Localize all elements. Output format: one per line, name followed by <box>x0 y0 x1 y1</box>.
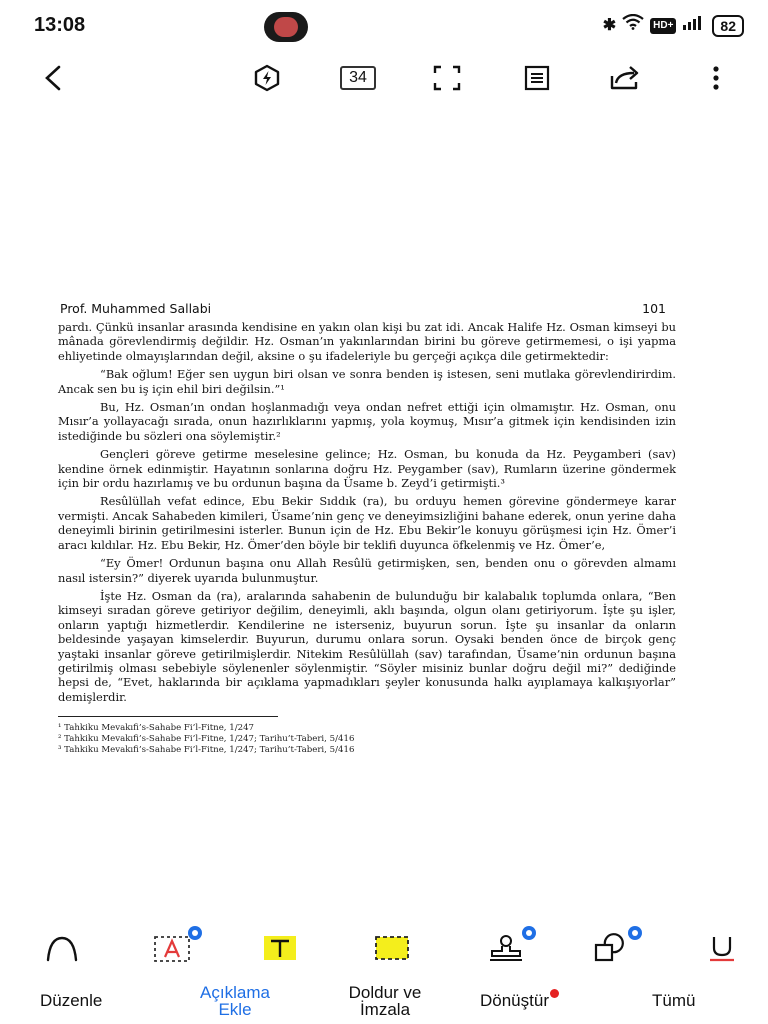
paragraph: Resûlüllah vefat edince, Ebu Bekir Sıddık (ra), bu orduyu hemen görevine göndermeye karar vermişti. Ancak Sahabeden kimileri, Üsame’nin genç ve deneyimsizliğini bahane ederek, onun yerine daha deneyimli birinin getirilmesini isterler. Bunun için de Hz. Ebu Bekir’le konuyu görüşmesi için Hz. Ömer’i aracı kıldılar. Hz. Ebu Bekir, Hz. Ömer’den böyle bir teklifi duyunca öfkelenmiş ve Hz. Ömer’e, <box>58 494 676 552</box>
share-icon <box>608 64 644 92</box>
draw-tool-button[interactable] <box>40 930 84 966</box>
page-number: 34 <box>340 66 376 90</box>
document-body <box>58 320 676 704</box>
reader-mode-button[interactable] <box>517 62 557 94</box>
status-bar <box>0 0 768 52</box>
tab-annotate-label-line1: Açıklama <box>200 983 270 1002</box>
new-badge <box>188 926 202 940</box>
footnote: ³ Tahkiku Mevakıfi’s-Sahabe Fi’l-Fitne, 1/247; Tarihu’t-Taberi, 5/416 <box>58 745 355 756</box>
paragraph: İşte Hz. Osman da (ra), aralarında sahabenin de bulunduğu bir kalabalık toplumda onlara, “Ben kimseyi sıradan göreve getiriyor değilim, deneyimli, aklı başında, olgun olanı getiriyorum. İşte şu işler, onların yaptığı hizmetlerdir. Kendilerine ne isterseniz, buyurun sorun. İşte şu insanlar da onların beldesinde yaşayan kimselerdir. Buyurun, durumu onlara sorun. Oysaki benden önce de birçok genç yaştaki insanlar göreve getirilmişlerdir. Nitekim Resûlüllah (sav) tarafından, Üsame’nin ordunun başına getirilmiş olması sebebiyle söylenenler söylenmiştir. “Söyler misiniz bunlar doğru değil mi?” dediğinde hepsi de, “Evet, haklarında bir açıklama yapmadıkları şeyler konusunda halkı ayıplamaya kalkışıyorlar” demişlerdir. <box>58 588 676 704</box>
tab-fill-sign-label-line1: Doldur ve <box>348 983 422 1002</box>
signal-icon <box>682 14 706 37</box>
bottom-tool-bar <box>0 920 768 1024</box>
tab-annotate-label-line2: Ekle <box>218 1000 252 1019</box>
stamp-icon <box>486 933 526 963</box>
draw-arc-icon <box>45 933 79 963</box>
top-toolbar <box>0 52 768 104</box>
more-options-button[interactable] <box>696 62 736 94</box>
paragraph: pardı. Çünkü insanlar arasında kendisine en yakın olan kişi bu zat idi. Ancak Halife Hz. Osman kimseyi bu mânada görevlendirmiş değildir. Hz. Osman’ın yakınlarından birini bu göreve getirmemesi, o işi yapma ehliyetinde olmayışlarından değil, aksine o şu ifadeleriyle bu gerçeği açıkça dile getirmektedir: <box>58 320 676 363</box>
bluetooth-icon: ✱ <box>602 16 617 34</box>
underline-tool-button[interactable] <box>700 930 744 966</box>
battery-indicator: 82 <box>712 15 744 37</box>
text-highlight-icon <box>260 933 300 963</box>
footnote: ² Tahkiku Mevakıfi’s-Sahabe Fi’l-Fitne, 1/247; Tarihu’t-Taberi, 5/416 <box>58 734 355 745</box>
underline-icon <box>705 933 739 963</box>
reader-mode-icon <box>522 64 552 92</box>
fill-rect-icon <box>372 933 412 963</box>
footnotes <box>58 723 676 756</box>
tab-annotate[interactable] <box>180 984 290 1018</box>
tab-fill-sign-label-line2: İmzala <box>359 1000 411 1019</box>
tab-edit-label: Düzenle <box>40 991 103 1010</box>
ai-bolt-icon <box>253 64 281 92</box>
status-icons <box>603 14 744 37</box>
back-arrow-icon <box>41 64 67 92</box>
document-page[interactable] <box>58 298 676 756</box>
wifi-icon <box>622 14 644 37</box>
fill-sign-tool-button[interactable] <box>370 930 414 966</box>
stamp-tool-button[interactable] <box>484 930 528 966</box>
paragraph: “Bak oğlum! Eğer sen uygun biri olsan ve sonra benden iş istesen, seni mutlaka görevlendirirdim. Ancak sen bu iş için ehil biri değilsin.”¹ <box>58 367 676 396</box>
ai-assistant-button[interactable] <box>247 62 287 94</box>
new-badge <box>522 926 536 940</box>
tab-fill-sign[interactable] <box>326 984 444 1018</box>
paragraph: Gençleri göreve getirme meselesine gelince; Hz. Osman, bu konuda da Hz. Peygamberi (sav) kendine örnek edinmiştir. Hayatının sonlarına doğru Hz. Peygamber (sav), Rumların üzerine göndermek için bir ordu hazırlamış ve bu ordunun başına da Üsame b. Zeyd’i getirmişti.³ <box>58 447 676 491</box>
text-annotation-button[interactable] <box>150 930 194 966</box>
text-annotation-icon <box>152 933 192 963</box>
header-page-number: 101 <box>642 301 666 316</box>
more-icon <box>711 64 721 92</box>
text-highlight-button[interactable] <box>258 930 302 966</box>
tab-all[interactable] <box>652 992 695 1009</box>
new-badge <box>628 926 642 940</box>
page-number-button[interactable] <box>338 62 378 94</box>
status-time: 13:08 <box>34 14 86 36</box>
header-author: Prof. Muhammed Sallabi <box>60 301 212 316</box>
notification-dot <box>550 989 559 998</box>
tab-edit[interactable] <box>40 992 102 1009</box>
shapes-tool-button[interactable] <box>590 930 634 966</box>
footnote-separator <box>58 716 278 717</box>
convert-shapes-icon <box>592 933 632 963</box>
back-button[interactable] <box>34 62 74 94</box>
tab-all-label: Tümü <box>652 991 696 1010</box>
tab-convert-label: Dönüştür <box>480 991 549 1010</box>
fullscreen-button[interactable] <box>427 62 467 94</box>
footnote: ¹ Tahkiku Mevakıfi’s-Sahabe Fi’l-Fitne, 1/247 <box>58 723 255 734</box>
fullscreen-icon <box>432 64 462 92</box>
running-head <box>58 298 676 320</box>
notification-app-icon <box>264 12 308 42</box>
paragraph: “Ey Ömer! Ordunun başına onu Allah Resûlü getirmişken, sen, benden onu o görevden almamı nasıl istersin?” diyerek uyarıda bulunmuştur. <box>58 556 676 585</box>
tool-icon-row <box>0 920 768 972</box>
hd-icon: HD+ <box>650 18 676 34</box>
paragraph: Bu, Hz. Osman’ın ondan hoşlanmadığı veya ondan nefret ettiği için olmamıştır. Hz. Osman, onu Mısır’a yollayacağı sırada, onun hazırlıklarını yapmış, yola koymuş, Mısır’a gitmek için kendisinden izin istediğinde bu sözleri ona söylemiştir.² <box>58 400 676 443</box>
tab-convert[interactable] <box>480 992 559 1009</box>
share-button[interactable] <box>606 62 646 94</box>
